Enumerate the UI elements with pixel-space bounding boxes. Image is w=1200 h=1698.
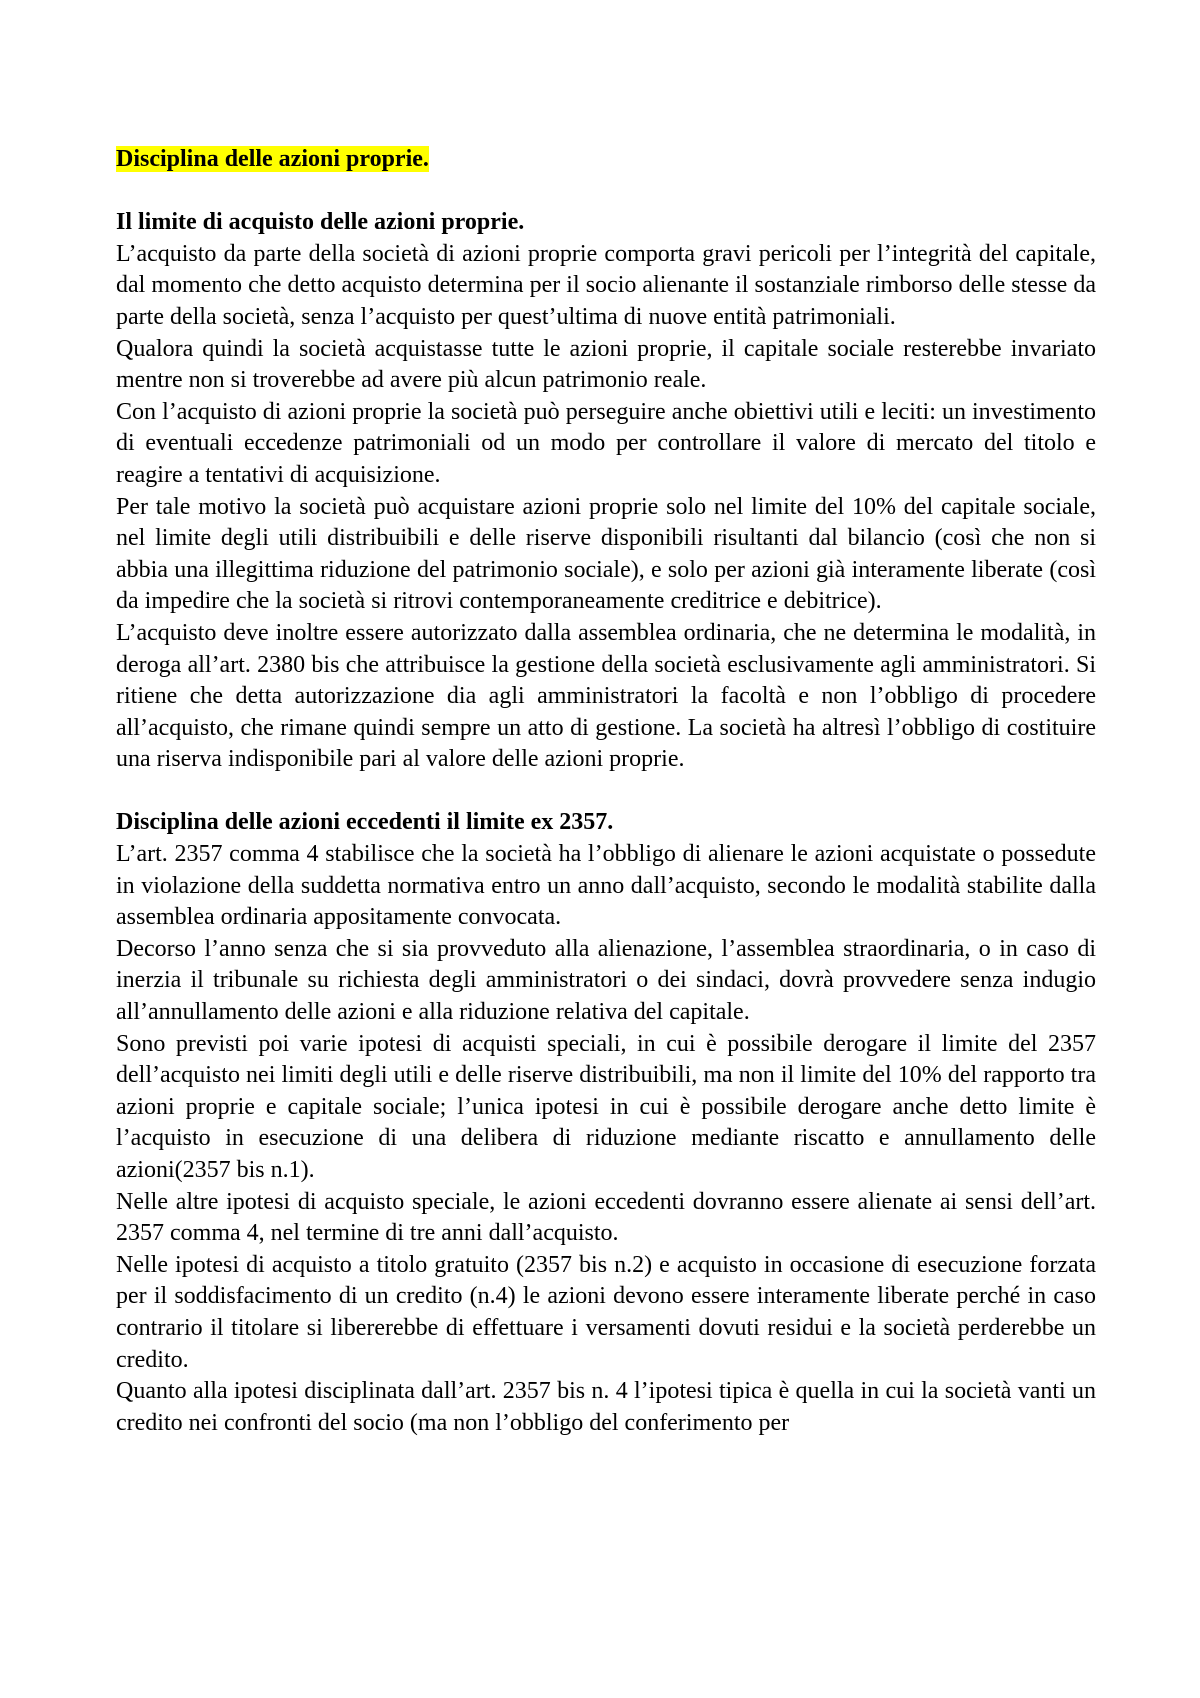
- highlighted-title-text: Disciplina delle azioni proprie.: [116, 146, 429, 172]
- paragraph: Decorso l’anno senza che si sia provveduto alla alienazione, l’assemblea straordinaria, o in caso di inerzia il tribunale su richiesta degli amministratori o dei sindaci, dovrà provvedere senza indugio all’annullamento delle azioni e alla riduzione relativa del capitale.: [116, 935, 1096, 1026]
- paragraph: L’art. 2357 comma 4 stabilisce che la società ha l’obbligo di alienare le azioni acquistate o possedute in violazione della suddetta normativa entro un anno dall’acquisto, secondo le modalità stabilite dalla assemblea ordinaria appositamente convocata.: [116, 841, 1096, 931]
- paragraph: Per tale motivo la società può acquistare azioni proprie solo nel limite del 10% del capitale sociale, nel limite degli utili distribuibili e delle riserve disponibili risultanti dal bilancio (così che non si abbia una illegittima riduzione del patrimonio sociale), e solo per azioni già interamente liberate (così da impedire che la società si ritrovi contemporaneamente creditrice e debitrice).: [116, 493, 1096, 615]
- paragraph: Qualora quindi la società acquistasse tutte le azioni proprie, il capitale sociale resterebbe invariato mentre non si troverebbe ad avere più alcun patrimonio reale.: [116, 335, 1096, 394]
- section-limite-acquisto: [116, 207, 1096, 776]
- section-heading: Disciplina delle azioni eccedenti il limite ex 2357.: [116, 809, 614, 836]
- paragraph: Nelle ipotesi di acquisto a titolo gratuito (2357 bis n.2) e acquisto in occasione di esecuzione forzata per il soddisfacimento di un credito (n.4) le azioni devono essere interamente liberate perché in caso contrario il titolare si libererebbe di effettuare i versamenti dovuti residui e la società perderebbe un credito.: [116, 1251, 1096, 1373]
- paragraph: Nelle altre ipotesi di acquisto speciale, le azioni eccedenti dovranno essere alienate ai sensi dell’art. 2357 comma 4, nel termine di tre anni dall’acquisto.: [116, 1188, 1096, 1247]
- blank-line: [116, 776, 1096, 808]
- document-title: [116, 144, 1096, 176]
- paragraph: L’acquisto da parte della società di azioni proprie comporta gravi pericoli per l’integrità del capitale, dal momento che detto acquisto determina per il socio alienante il sostanziale rimborso delle stesse da parte della società, senza l’acquisto per quest’ultima di nuove entità patrimoniali.: [116, 240, 1096, 330]
- paragraph: L’acquisto deve inoltre essere autorizzato dalla assemblea ordinaria, che ne determina le modalità, in deroga all’art. 2380 bis che attribuisce la gestione della società esclusivamente agli amministratori. Si ritiene che detta autorizzazione dia agli amministratori la facoltà e non l’obbligo di procedere all’acquisto, che rimane quindi sempre un atto di gestione. La società ha altresì l’obbligo di costituire una riserva indisponibile pari al valore delle azioni proprie.: [116, 619, 1096, 773]
- blank-line: [116, 176, 1096, 208]
- paragraph: Con l’acquisto di azioni proprie la società può perseguire anche obiettivi utili e leciti: un investimento di eventuali eccedenze patrimoniali od un modo per controllare il valore di mercato del titolo e reagire a tentativi di acquisizione.: [116, 398, 1096, 488]
- paragraph: Quanto alla ipotesi disciplinata dall’art. 2357 bis n. 4 l’ipotesi tipica è quella in cui la società vanti un credito nei confronti del socio (ma non l’obbligo del conferimento per: [116, 1378, 1096, 1436]
- section-azioni-eccedenti: [116, 807, 1096, 1439]
- paragraph: Sono previsti poi varie ipotesi di acquisti speciali, in cui è possibile derogare il limite del 2357 dell’acquisto nei limiti degli utili e delle riserve distribuibili, ma non il limite del 10% del rapporto tra azioni proprie e capitale sociale; l’unica ipotesi in cui è possibile derogare anche detto limite è l’acquisto in esecuzione di una delibera di riduzione mediante riscatto e annullamento delle azioni(2357 bis n.1).: [116, 1030, 1096, 1183]
- section-heading: Il limite di acquisto delle azioni proprie.: [116, 209, 525, 236]
